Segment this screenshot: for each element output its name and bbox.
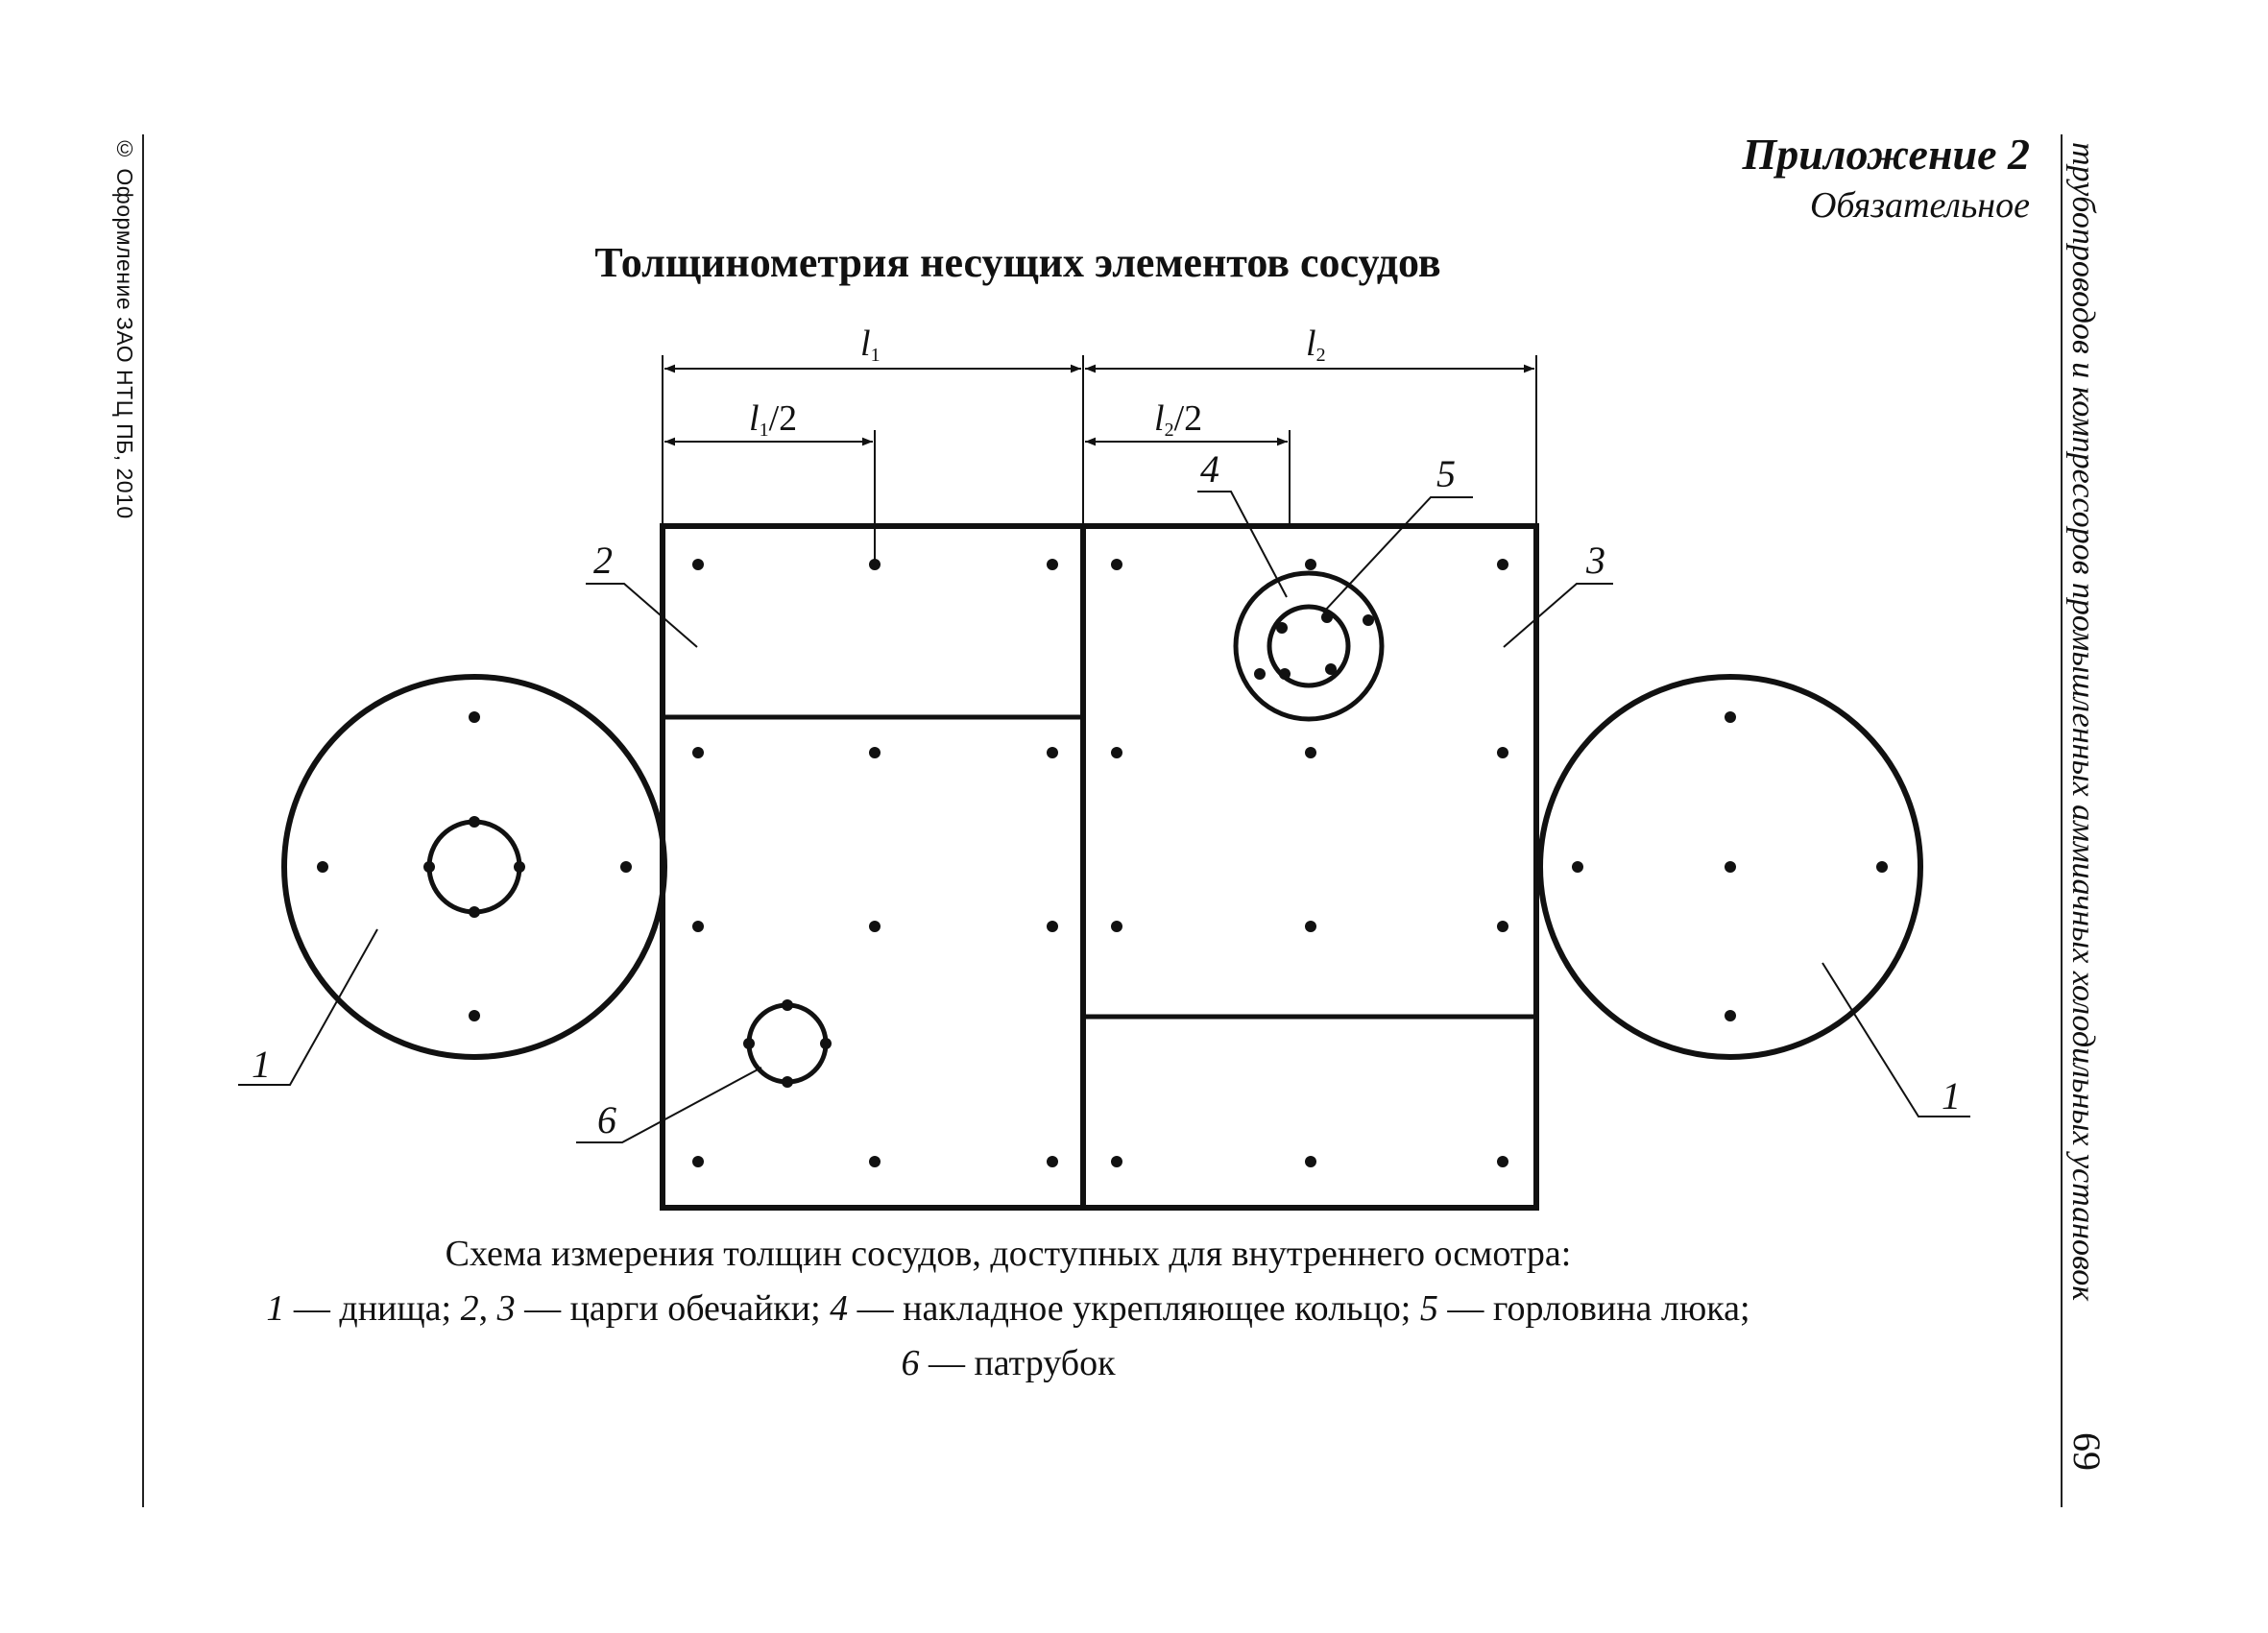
- measurement-point: [1725, 1010, 1736, 1021]
- measurement-point: [743, 1038, 755, 1049]
- measurement-point: [1876, 861, 1888, 873]
- measurement-point: [1047, 747, 1058, 758]
- label-manhole: 5: [1436, 452, 1456, 495]
- dimension-label-l1: l1: [860, 324, 881, 366]
- dimension-label-l1-half: l1/2: [749, 398, 798, 441]
- measurement-point: [1111, 559, 1122, 570]
- measurement-point: [469, 906, 480, 918]
- leader-manhole: [1323, 497, 1473, 612]
- measurement-point: [1497, 559, 1508, 570]
- measurement-point: [1725, 861, 1736, 873]
- dimension-label-l2-half: l2/2: [1154, 398, 1203, 441]
- measurement-point: [1305, 747, 1316, 758]
- measurement-point: [782, 999, 793, 1011]
- measurement-point: [1305, 1156, 1316, 1167]
- shell-section-left: [663, 526, 1083, 1208]
- measurement-point: [317, 861, 328, 873]
- measurement-point: [423, 861, 435, 873]
- measurement-point: [1047, 1156, 1058, 1167]
- measurement-point: [692, 1156, 704, 1167]
- measurement-point: [692, 747, 704, 758]
- label-shell-right: 3: [1586, 539, 1605, 582]
- head-left-nozzle: [429, 822, 519, 912]
- label-head-right: 1: [1942, 1074, 1961, 1117]
- measurement-point: [1111, 1156, 1122, 1167]
- nozzle: [749, 1005, 826, 1082]
- figure-caption: [192, 1227, 1824, 1391]
- measurement-point: [469, 816, 480, 828]
- caption-line-1: Схема измерения толщин сосудов, доступных для внутреннего осмотра:: [445, 1234, 1572, 1274]
- head-left: [284, 677, 664, 1057]
- leader-shell-left: [586, 584, 697, 647]
- appendix-title: Приложение 2: [1742, 130, 2030, 179]
- appendix-status: Обязательное: [1809, 185, 2030, 226]
- measurement-point: [469, 1010, 480, 1021]
- caption-line-2: 1 — днища; 2, 3 — царги обечайки; 4 — накладное укрепляющее кольцо; 5 — горловина люка;: [266, 1288, 1750, 1329]
- measurement-point: [1047, 921, 1058, 932]
- reinforcing-ring: [1236, 573, 1382, 719]
- document-title: Толщинометрия несущих элементов сосудов: [594, 239, 1441, 286]
- label-shell-left: 2: [593, 539, 613, 582]
- measurement-point: [1305, 921, 1316, 932]
- measurement-point: [469, 711, 480, 723]
- measurement-point: [820, 1038, 832, 1049]
- running-header-title: трубопроводов и компрессоров промышленных аммиачных холодильных установок: [2065, 142, 2101, 1302]
- shell-section-right: [1083, 526, 1536, 1208]
- measurement-point: [1363, 614, 1374, 626]
- copyright-note: © Оформление ЗАО НТЦ ПБ, 2010: [112, 136, 137, 519]
- measurement-point: [1497, 747, 1508, 758]
- measurement-point: [1305, 559, 1316, 570]
- label-ring: 4: [1200, 447, 1219, 491]
- measurement-point: [869, 747, 881, 758]
- caption-line-3: 6 — патрубок: [901, 1343, 1116, 1383]
- label-nozzle: 6: [597, 1098, 616, 1141]
- measurement-point: [692, 559, 704, 570]
- measurement-point: [1276, 622, 1288, 634]
- measurement-point: [692, 921, 704, 932]
- measurement-point: [869, 1156, 881, 1167]
- measurement-point: [782, 1076, 793, 1088]
- measurement-point: [1725, 711, 1736, 723]
- measurement-point: [514, 861, 525, 873]
- leader-shell-right: [1504, 584, 1613, 647]
- measurement-point: [1047, 559, 1058, 570]
- measurement-point: [1325, 663, 1337, 675]
- dimension-label-l2: l2: [1306, 324, 1326, 366]
- measurement-point: [869, 559, 881, 570]
- measurement-point: [1497, 1156, 1508, 1167]
- measurement-point: [1254, 668, 1266, 680]
- measurement-point: [620, 861, 632, 873]
- measurement-point: [869, 921, 881, 932]
- measurement-point: [1497, 921, 1508, 932]
- measurement-point: [1111, 747, 1122, 758]
- measurement-point: [1321, 612, 1333, 623]
- measurement-point: [1111, 921, 1122, 932]
- measurement-point: [1572, 861, 1583, 873]
- page-number: 69: [2065, 1432, 2109, 1471]
- label-head-left: 1: [252, 1043, 271, 1086]
- measurement-point: [1279, 668, 1291, 680]
